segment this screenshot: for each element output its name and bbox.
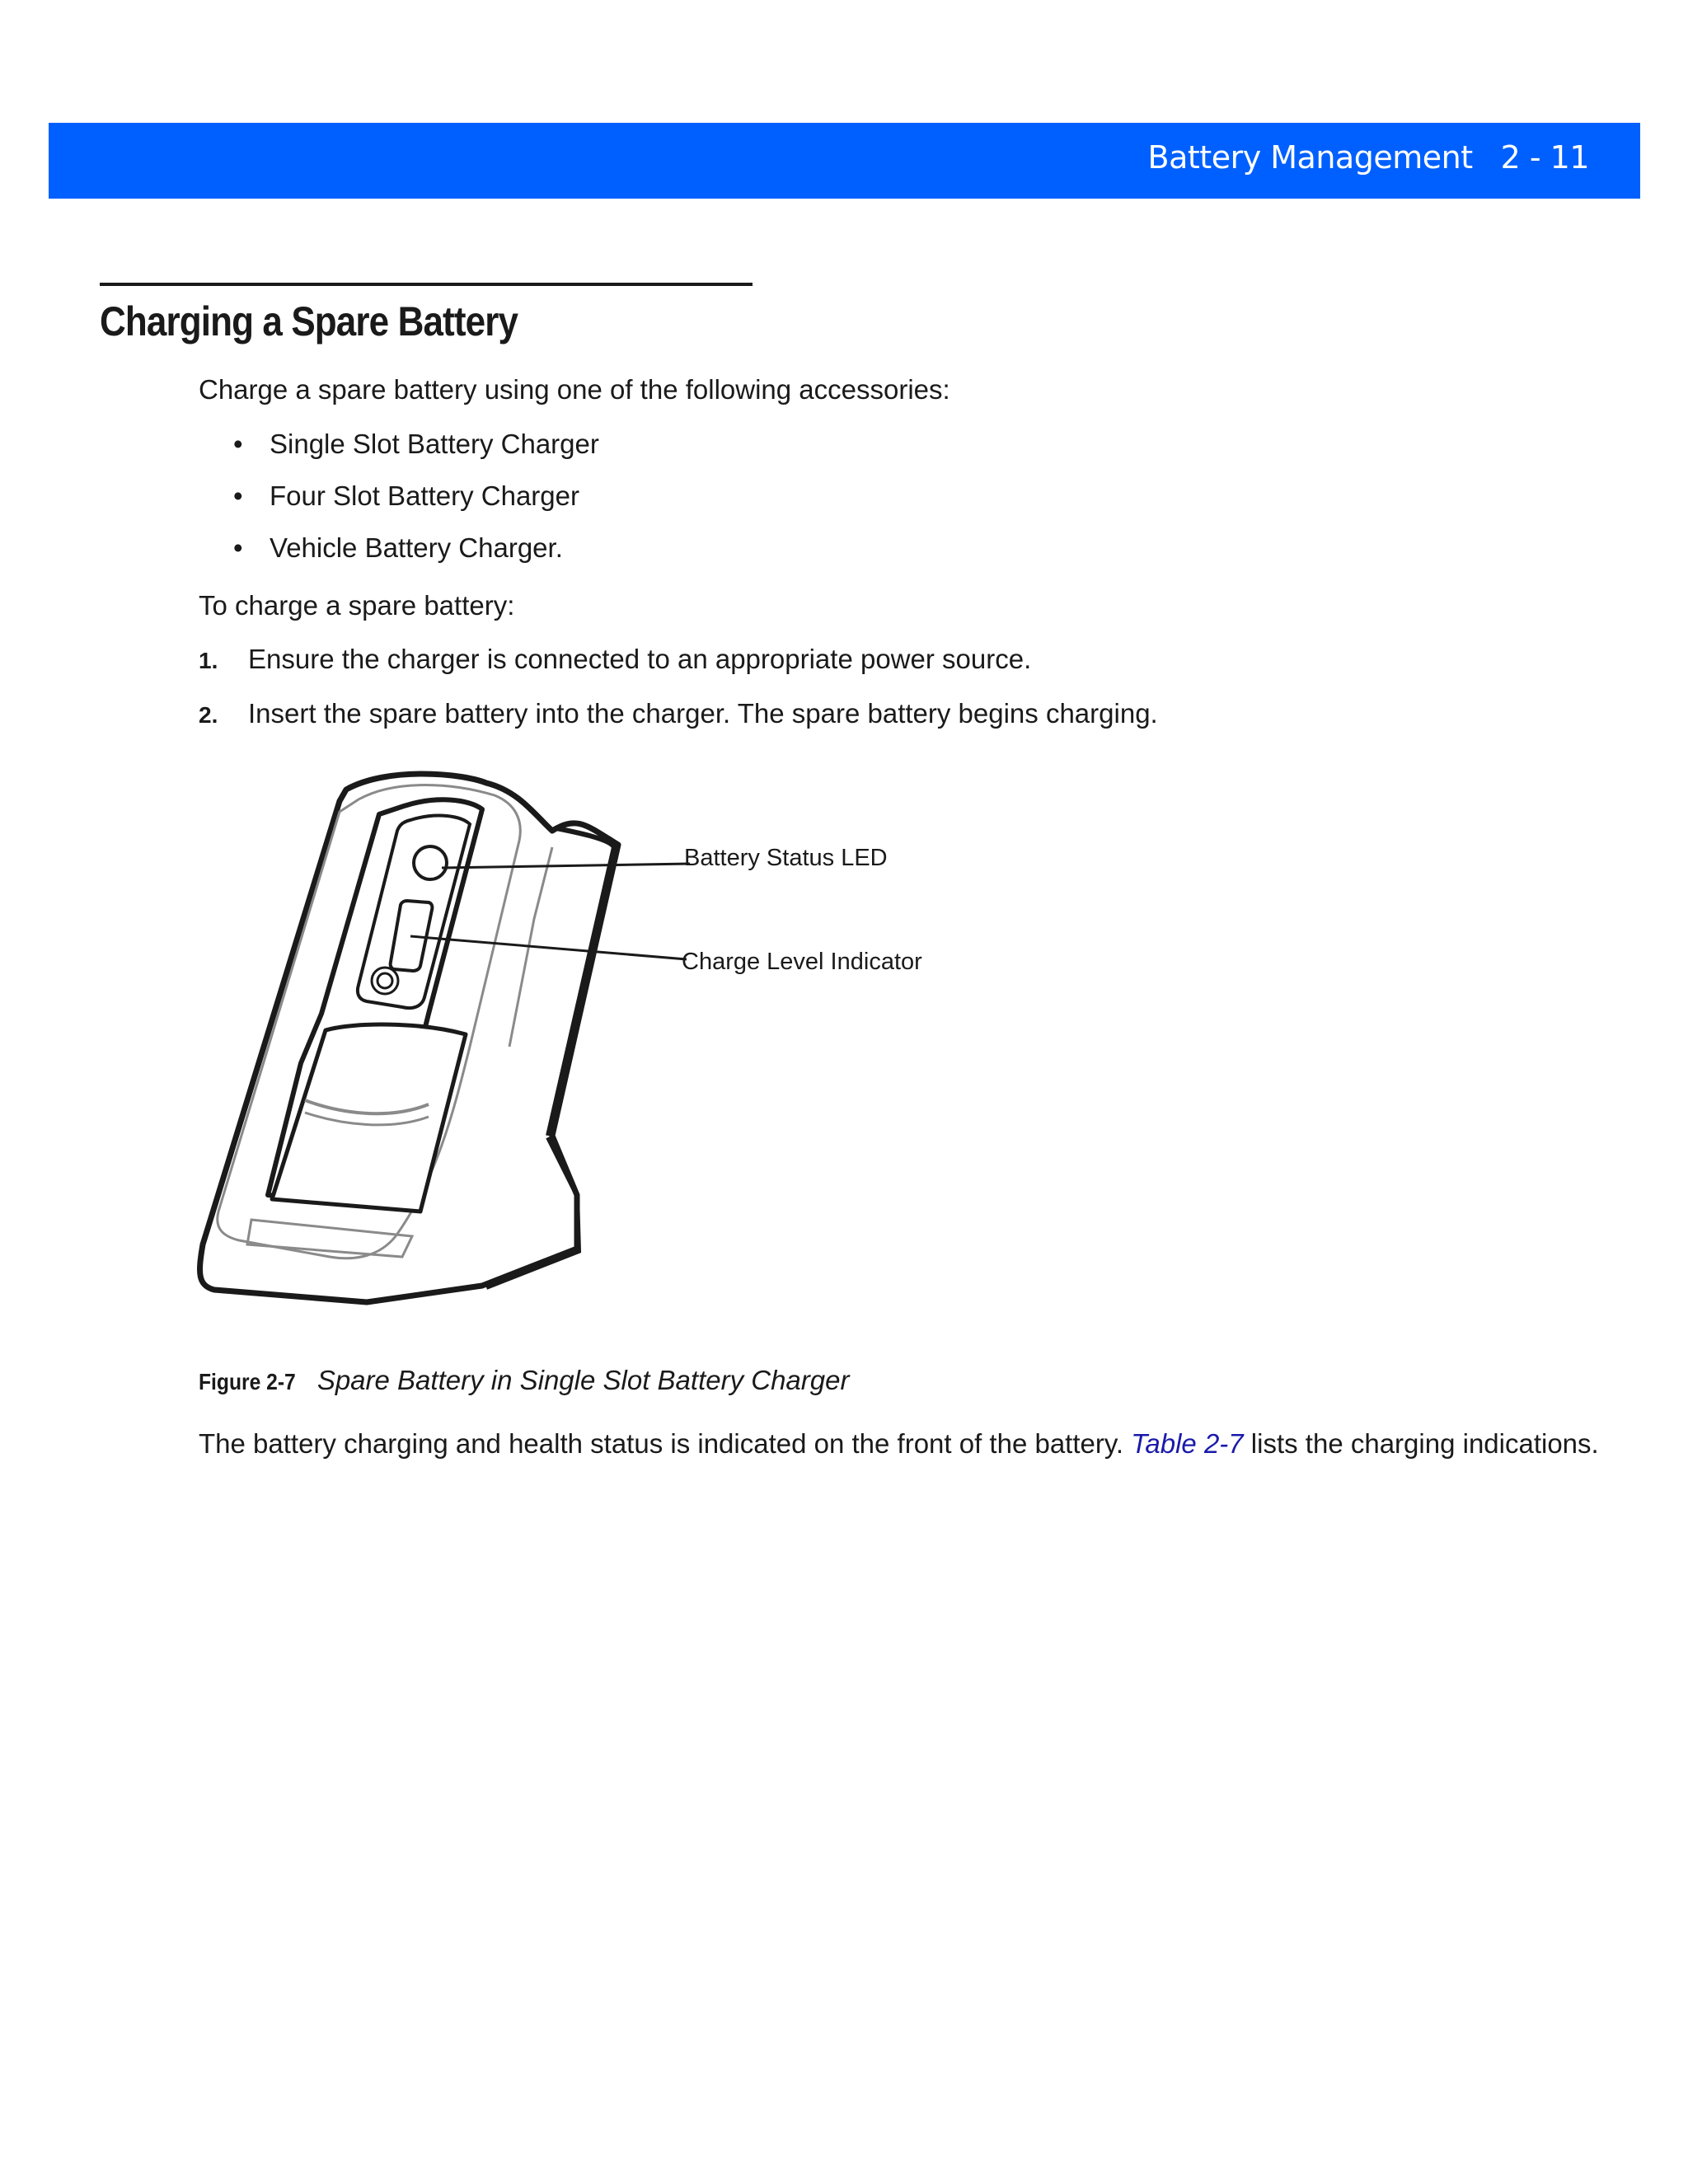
step-text: Ensure the charger is connected to an appropriate power source. (248, 644, 1032, 674)
page-header-bar (49, 123, 1640, 199)
header-page-number: 2 - 11 (1500, 139, 1589, 176)
steps-intro: To charge a spare battery: (199, 590, 515, 621)
bullet-dot: • (233, 532, 243, 563)
body-text-before: The battery charging and health status is indicated on the front of the battery. (199, 1428, 1132, 1459)
callout-battery-status-led: Battery Status LED (684, 845, 888, 871)
bullet-text: Single Slot Battery Charger (270, 429, 599, 459)
step-text: Insert the spare battery into the charger. The spare battery begins charging. (248, 698, 1158, 729)
body-paragraph (199, 1427, 1616, 1460)
step-item (199, 698, 1158, 729)
status-led-icon (414, 846, 447, 879)
step-number: 1. (199, 648, 218, 673)
battery-charger-illustration (190, 750, 956, 1352)
bullet-dot: • (233, 429, 243, 459)
section-title: Charging a Spare Battery (100, 298, 518, 344)
bullet-dot: • (233, 480, 243, 511)
section-rule (100, 283, 753, 286)
callout-charge-level-indicator: Charge Level Indicator (682, 949, 922, 975)
figure-caption (199, 1365, 849, 1396)
bullet-text: Four Slot Battery Charger (270, 480, 579, 511)
charger-figure (190, 750, 956, 1352)
header-text (1148, 139, 1589, 176)
figure-label: Figure 2-7 (199, 1369, 296, 1394)
header-section-title: Battery Management (1147, 139, 1473, 176)
bullet-item (233, 429, 599, 460)
intro-paragraph: Charge a spare battery using one of the following accessories: (199, 374, 950, 405)
bullet-item (233, 480, 579, 512)
step-number: 2. (199, 702, 218, 728)
table-link[interactable]: Table 2-7 (1131, 1428, 1244, 1459)
step-item (199, 644, 1031, 675)
bullet-text: Vehicle Battery Charger. (270, 532, 563, 563)
bullet-item (233, 532, 563, 564)
body-text-after: lists the charging indications. (1243, 1428, 1599, 1459)
figure-title: Spare Battery in Single Slot Battery Charger (316, 1365, 850, 1395)
